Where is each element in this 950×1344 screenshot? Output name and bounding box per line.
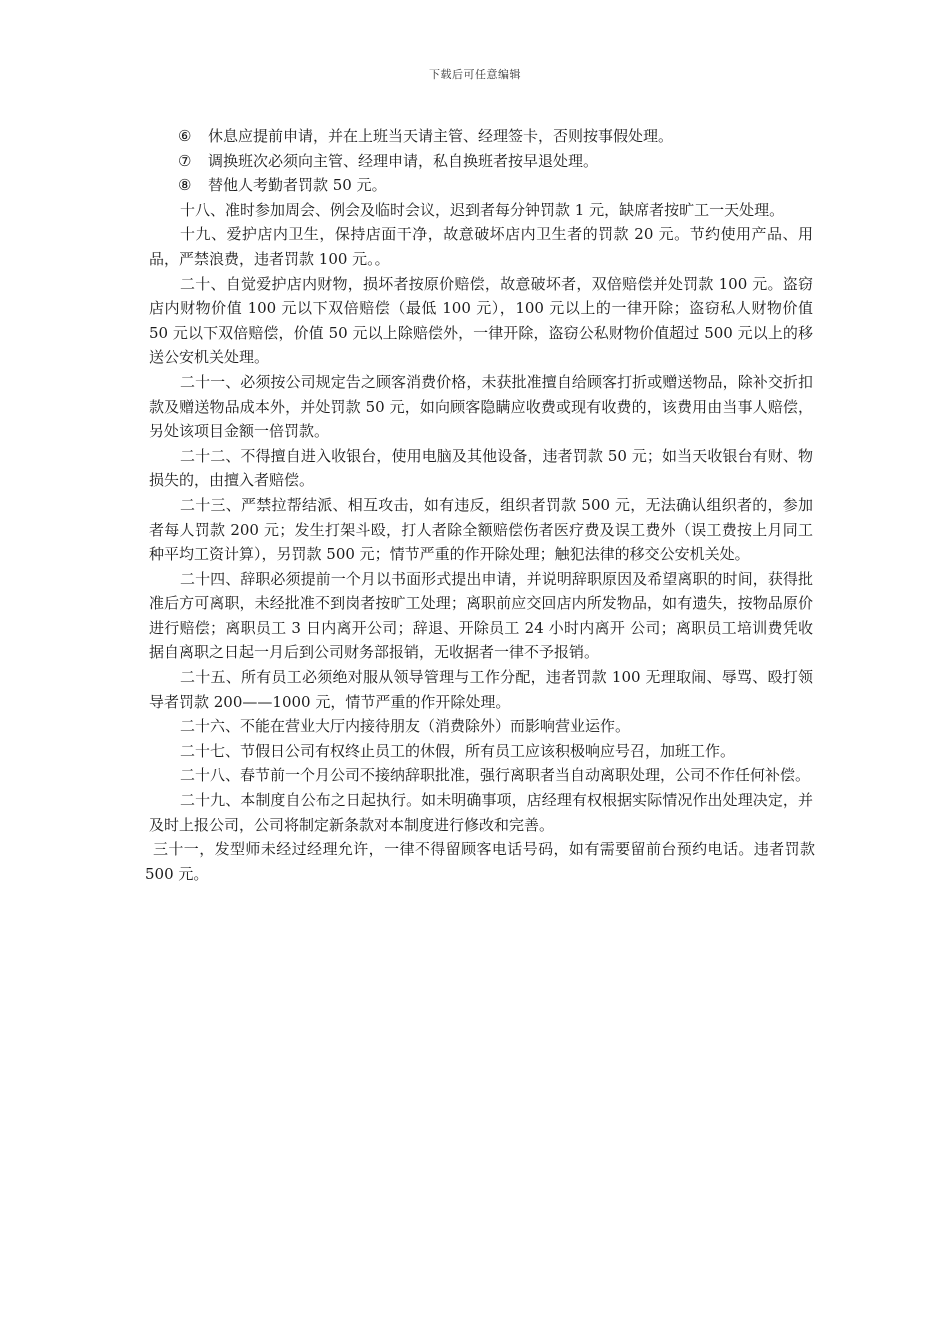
rule-paragraph-20: 二十、自觉爱护店内财物，损坏者按原价赔偿，故意破坏者，双倍赔偿并处罚款 100 元。盗窃店内财物价值 100 元以下双倍赔偿（最低 100 元），100 元以上的一律开除；盗窃私人财物价值 50 元以下双倍赔偿，价值 50 元以上除赔偿外，一律开除，盗窃公私财物价值超过 500 元以上的移送公安机关处理。: [149, 274, 813, 367]
rule-paragraph-22: 二十二、不得擅自进入收银台，使用电脑及其他设备，违者罚款 50 元；如当天收银台有财、物损失的，由擅入者赔偿。: [149, 446, 813, 490]
item-marker: ⑧: [178, 176, 192, 195]
item-marker: ⑦: [178, 151, 192, 170]
list-item: [149, 149, 813, 174]
rule-paragraph-21: 二十一、必须按公司规定告之顾客消费价格，未获批准擅自给顾客打折或赠送物品，除补交折扣款及赠送物品成本外，并处罚款 50 元，如向顾客隐瞒应收费或现有收费的，该费用由当事人赔偿，另处该项目金额一倍罚款。: [149, 372, 813, 441]
rule-paragraph-24: 二十四、辞职必须提前一个月以书面形式提出申请，并说明辞职原因及希望离职的时间，获得批准后方可离职，未经批准不到岗者按旷工处理；离职前应交回店内所发物品，如有遗失，按物品原价进行赔偿；离职员工 3 日内离开公司；辞退、开除员工 24 小时内离开 公司；离职员工培训费凭收据自离职之日起一月后到公司财务部报销，无收据者一律不予报销。: [149, 569, 813, 662]
rule-paragraph-23: 二十三、严禁拉帮结派、相互攻击，如有违反，组织者罚款 500 元，无法确认组织者的，参加者每人罚款 200 元；发生打架斗殴，打人者除全额赔偿伤者医疗费及误工费外（误工费按上月同工种平均工资计算），另罚款 500 元；情节严重的作开除处理；触犯法律的移交公安机关处。: [149, 495, 813, 564]
list-item: [149, 173, 813, 198]
list-item: [149, 124, 813, 149]
item-text: 替他人考勤者罚款 50 元。: [208, 176, 387, 195]
item-marker: ⑥: [178, 127, 192, 145]
document-body: [145, 124, 815, 886]
rule-paragraph-26: 二十六、不能在营业大厅内接待朋友（消费除外）而影响营业运作。: [180, 717, 631, 736]
rule-paragraph-19: 十九、爱护店内卫生，保持店面干净，故意破坏店内卫生者的罚款 20 元。节约使用产品、用品，严禁浪费，违者罚款 100 元。。: [149, 225, 813, 268]
item-text: 调换班次必须向主管、经理申请，私自换班者按早退处理。: [208, 151, 599, 170]
rule-paragraph-29: 二十九、本制度自公布之日起执行。如未明确事项，店经理有权根据实际情况作出处理决定，并及时上报公司，公司将制定新条款对本制度进行修改和完善。: [149, 791, 813, 834]
rule-paragraph-27: 二十七、节假日公司有权终止员工的休假，所有员工应该积极响应号召，加班工作。: [180, 741, 736, 760]
rule-paragraph-18: 十八、准时参加周会、例会及临时会议，迟到者每分钟罚款 1 元，缺席者按旷工一天处理。: [180, 200, 785, 219]
rule-paragraph-31: 三十一，发型师未经过经理允许，一律不得留顾客电话号码，如有需要留前台预约电话。违者罚款 500 元。: [145, 840, 815, 883]
rule-paragraph-28: 二十八、春节前一个月公司不接纳辞职批准，强行离职者当自动离职处理，公司不作任何补偿。: [180, 766, 811, 785]
item-text: 休息应提前申请，并在上班当天请主管、经理签卡，否则按事假处理。: [208, 127, 674, 145]
rule-paragraph-25: 二十五、所有员工必须绝对服从领导管理与工作分配，违者罚款 100 无理取闹、辱骂、殴打领导者罚款 200——1000 元，情节严重的作开除处理。: [149, 668, 813, 711]
page-header-note: 下载后可任意编辑: [429, 68, 521, 81]
